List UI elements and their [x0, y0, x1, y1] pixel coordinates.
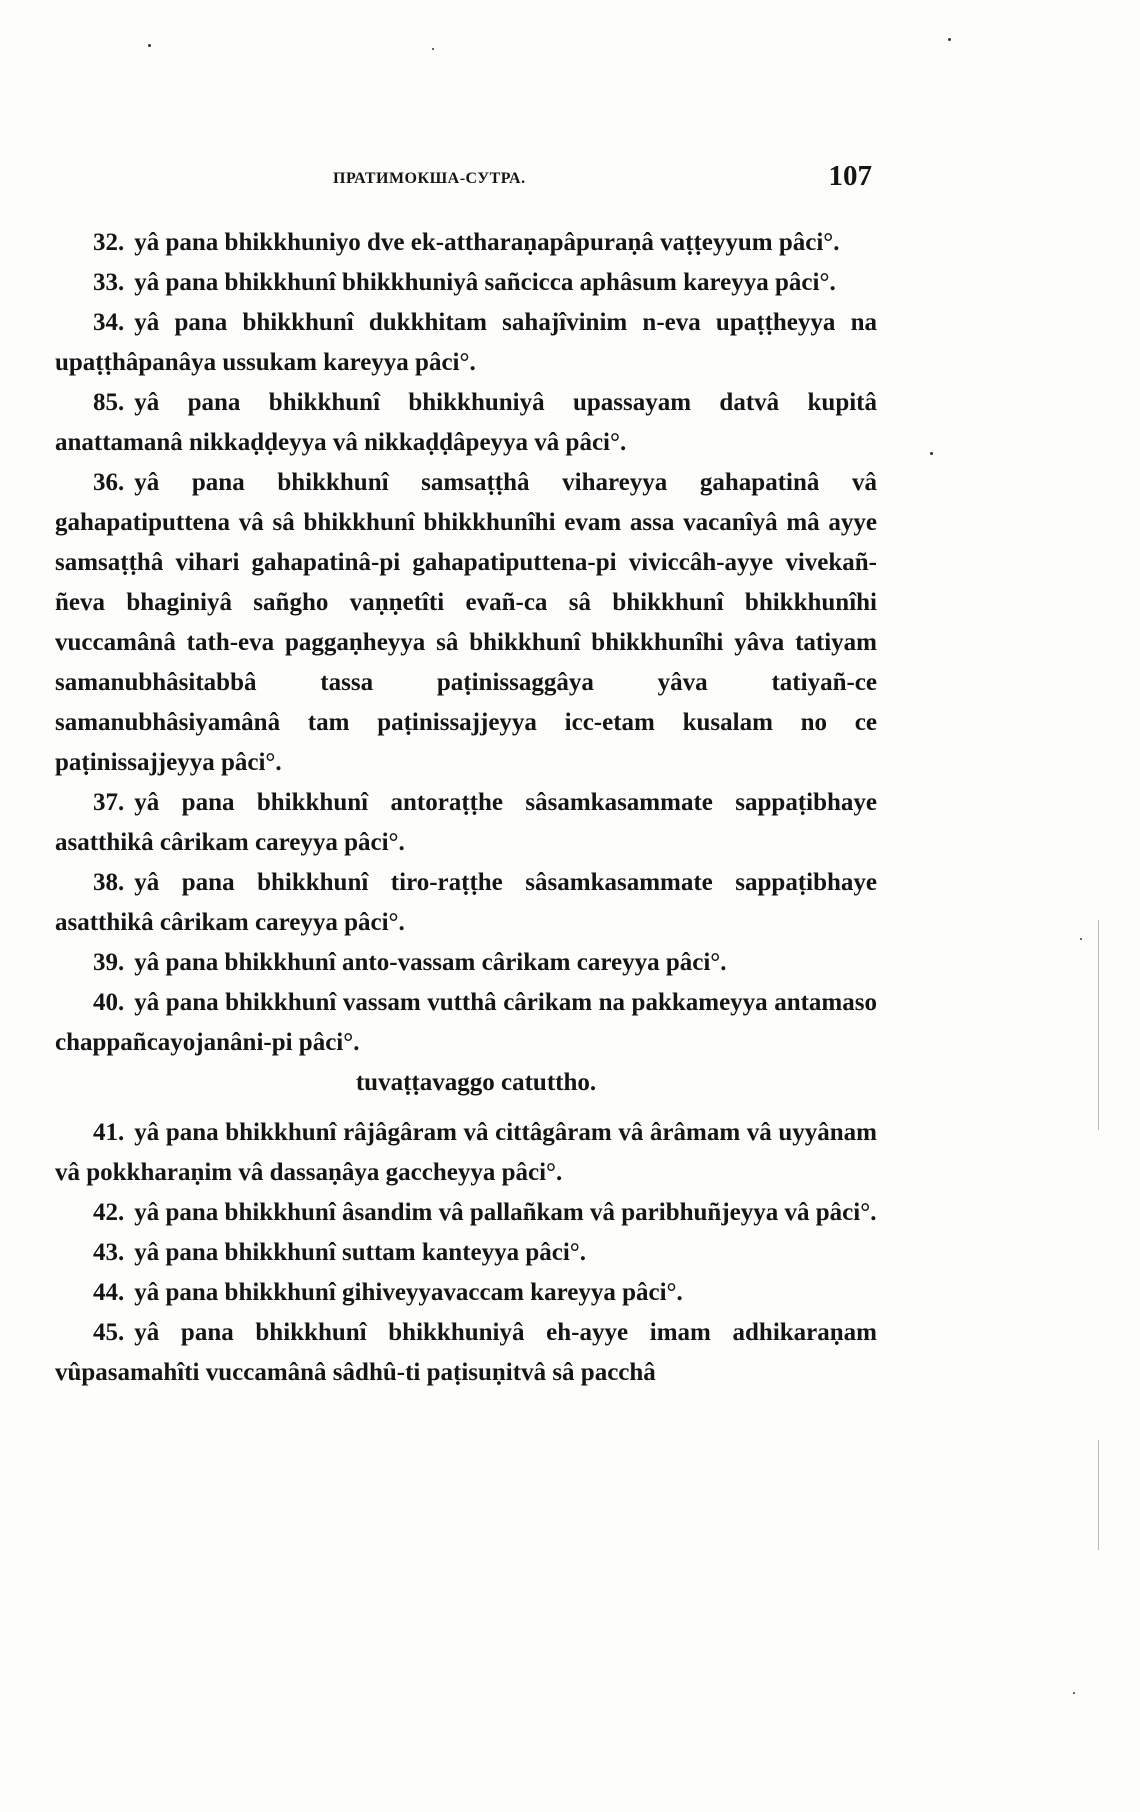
paragraph-38 — [55, 863, 877, 943]
paragraph-text: yâ pana bhikkhunî tiro-raṭṭhe sâsamkasammate sappaṭibhaye asatthikâ cârikam careyya pâci°. — [55, 869, 877, 936]
scan-speck — [1080, 938, 1082, 940]
paragraph-number: 44. — [93, 1279, 125, 1306]
paragraph-number: 41. — [93, 1119, 125, 1146]
scan-speck — [1073, 1692, 1075, 1694]
scan-speck — [148, 44, 151, 47]
paragraph-44 — [55, 1273, 877, 1313]
paragraph-number: 36. — [93, 469, 125, 496]
paragraph-text: yâ pana bhikkhunî samsaṭṭhâ vihareyya gahapatinâ vâ gahapatiputtena vâ sâ bhikkhunî bhikkhunîhi evam assa vacanîyâ mâ ayye samsaṭṭhâ vihari gahapatinâ-pi gahapatiputtena-pi viviccâh-ayye vivekañ-ñeva bhaginiyâ sañgho vaṇṇetîti evañ-ca sâ bhikkhunî bhikkhunîhi vuccamânâ tath-eva paggaṇheyya sâ bhikkhunî bhikkhunîhi yâva tatiyam samanubhâsitabbâ tassa paṭinissaggâya yâva tatiyañ-ce samanubhâsiyamânâ tam paṭinissajjeyya icc-etam kusalam no ce paṭinissajjeyya pâci°. — [55, 469, 877, 776]
paragraph-39 — [55, 943, 877, 983]
paragraph-number: 85. — [93, 389, 125, 416]
page-number: 107 — [828, 160, 872, 192]
paragraph-text: yâ pana bhikkhunî antoraṭṭhe sâsamkasammate sappaṭibhaye asatthikâ cârikam careyya pâci°. — [55, 789, 877, 856]
paragraph-number: 39. — [93, 949, 125, 976]
paragraph-number: 43. — [93, 1239, 125, 1266]
paragraph-40 — [55, 983, 877, 1063]
paragraph-number: 33. — [93, 269, 125, 296]
paragraph-37 — [55, 783, 877, 863]
paragraph-number: 32. — [93, 229, 125, 256]
paragraph-text: yâ pana bhikkhunî vassam vutthâ cârikam na pakkameyya antamaso chappañcayojanâni-pi pâci°. — [55, 989, 877, 1056]
paragraph-number: 37. — [93, 789, 125, 816]
paragraph-text: yâ pana bhikkhunî bhikkhuniyâ upassayam datvâ kupitâ anattamanâ nikkaḍḍeyya vâ nikkaḍḍâpeyya vâ pâci°. — [55, 389, 877, 456]
paragraph-text: yâ pana bhikkhunî bhikkhuniyâ eh-ayye imam adhikaraṇam vûpasamahîti vuccamânâ sâdhû-ti paṭisuṇitvâ sâ pacchâ — [55, 1319, 877, 1386]
paragraph-33 — [55, 263, 877, 303]
paragraph-text: yâ pana bhikkhuniyo dve ek-attharaṇapâpuraṇâ vaṭṭeyyum pâci°. — [134, 229, 840, 256]
paragraph-number: 38. — [93, 869, 125, 896]
section-end-title: tuvaṭṭavaggo catuttho. — [355, 1069, 597, 1096]
scan-edge-line — [1098, 920, 1099, 1130]
paragraph-text: yâ pana bhikkhunî bhikkhuniyâ sañcicca aphâsum kareyya pâci°. — [134, 269, 836, 296]
paragraph-text: yâ pana bhikkhunî râjâgâram vâ cittâgâram vâ ârâmam vâ uyyânam vâ pokkharaṇim vâ dassaṇâya gaccheyya pâci°. — [55, 1119, 877, 1186]
paragraph-34 — [55, 303, 877, 383]
paragraph-text: yâ pana bhikkhunî suttam kanteyya pâci°. — [134, 1239, 587, 1266]
paragraph-text: yâ pana bhikkhunî dukkhitam sahajîvinim n-eva upaṭṭheyya na upaṭṭhâpanâya ussukam kareyya pâci°. — [55, 309, 877, 376]
paragraph-text: yâ pana bhikkhunî gihiveyyavaccam kareyya pâci°. — [134, 1279, 683, 1306]
body-text — [55, 223, 877, 1393]
paragraph-42 — [55, 1193, 877, 1233]
scan-edge-line — [1098, 1440, 1099, 1550]
paragraph-number: 40. — [93, 989, 125, 1016]
paragraph-number: 34. — [93, 309, 125, 336]
scan-speck — [432, 48, 434, 50]
paragraph-41 — [55, 1113, 877, 1193]
page-header — [95, 160, 880, 200]
paragraph-text: yâ pana bhikkhunî anto-vassam cârikam careyya pâci°. — [134, 949, 727, 976]
paragraph-35 — [55, 383, 877, 463]
paragraph-text: yâ pana bhikkhunî âsandim vâ pallañkam vâ paribhuñjeyya vâ pâci°. — [134, 1199, 877, 1226]
paragraph-45 — [55, 1313, 877, 1393]
scan-speck — [948, 38, 951, 41]
paragraph-36 — [55, 463, 877, 783]
running-head: ПРАТИМОКША-СУТРА. — [333, 170, 526, 187]
paragraph-number: 42. — [93, 1199, 125, 1226]
scan-speck — [930, 452, 933, 455]
paragraph-43 — [55, 1233, 877, 1273]
paragraph-number: 45. — [93, 1319, 125, 1346]
paragraph-32 — [55, 223, 877, 263]
